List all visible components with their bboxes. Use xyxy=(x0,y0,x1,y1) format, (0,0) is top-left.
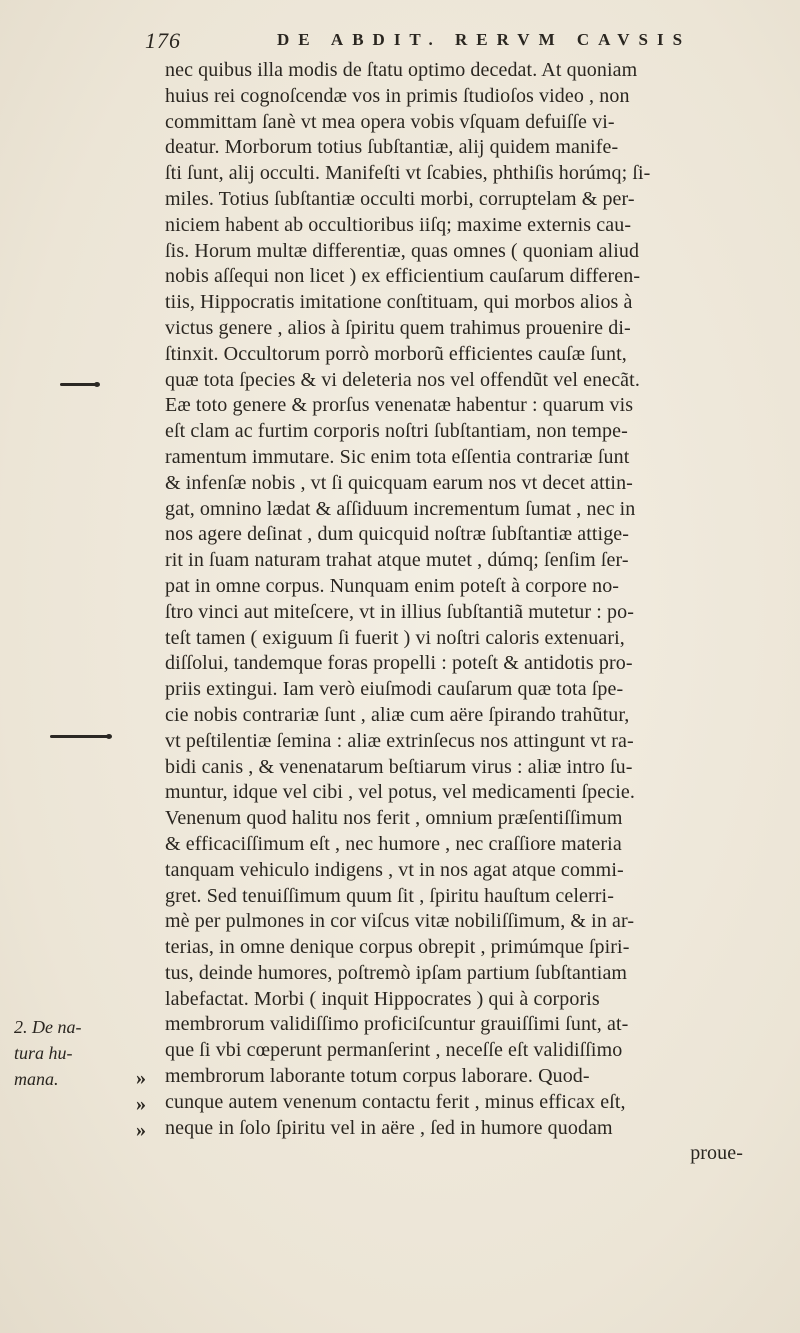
text-line: ſtinxit. Occultorum porrò morborũ efficientes cauſæ ſunt, xyxy=(165,342,627,365)
catchword: proue- xyxy=(690,1142,743,1165)
running-header xyxy=(145,28,785,58)
text-line: membrorum laborante totum corpus laborare. Quod- xyxy=(165,1065,590,1088)
text-line: Eæ toto genere & prorſus venenatæ habentur : quarum vis xyxy=(165,394,634,417)
text-line: que ſi vbi cœperunt permanſerint , neceſſe eſt validiſſimo xyxy=(165,1039,623,1062)
text-line: neque in ſolo ſpiritu vel in aëre , ſed in humore quodam xyxy=(165,1116,613,1139)
quote-mark: » xyxy=(136,1118,146,1141)
margin-note-line: mana. xyxy=(14,1068,59,1089)
running-title: DE ABDIT. RERVM CAVSIS xyxy=(277,30,692,49)
text-line: niciem habent ab occultioribus iiſq; maxime externis cau- xyxy=(165,213,632,236)
text-line: muntur, idque vel cibi , vel potus, vel medicamenti ſpecie. xyxy=(165,781,635,804)
ink-pen-mark xyxy=(60,383,98,386)
text-line: mè per pulmones in cor viſcus vitæ nobiliſſimum, & in ar- xyxy=(165,910,635,933)
text-line: labefactat. Morbi ( inquit Hippocrates ) qui à corporis xyxy=(165,987,600,1010)
quote-mark: » xyxy=(136,1092,146,1115)
text-line: priis extingui. Iam verò eiuſmodi cauſarum quæ tota ſpe- xyxy=(165,678,624,701)
text-line: pat in omne corpus. Nunquam enim poteſt à corpore no- xyxy=(165,574,620,597)
text-line: & infenſæ nobis , vt ſi quicquam earum nos vt decet attin- xyxy=(165,471,633,494)
text-line: tiis, Hippocratis imitatione conſtituam, qui morbos alios à xyxy=(165,291,633,314)
text-line: vt peſtilentiæ ſemina : aliæ extrinſecus nos attingunt vt ra- xyxy=(165,729,634,752)
text-line: rit in ſuam naturam trahat atque mutet , dúmq; ſenſim ſer- xyxy=(165,549,629,572)
margin-note-line: 2. De na- xyxy=(14,1017,82,1037)
text-line: committam ſanè vt mea opera vobis vſquam defuiſſe vi- xyxy=(165,110,615,133)
text-line: & efficaciſſimum eſt , nec humore , nec craſſiore materia xyxy=(165,832,622,855)
text-line: terias, in omne denique corpus obrepit , primúmque ſpiri- xyxy=(165,936,630,959)
text-line: diſſolui, tandemque foras propelli : poteſt & antidotis pro- xyxy=(165,652,633,675)
text-line: bidi canis , & venenatarum beſtiarum virus : aliæ intro ſu- xyxy=(165,755,633,778)
text-line: membrorum validiſſimo proficiſcuntur grauiſſimi ſunt, at- xyxy=(165,1013,629,1036)
text-line: tus, deinde humores, poſtremò ipſam partium ſubſtantiam xyxy=(165,961,628,984)
text-line: huius rei cognoſcendæ vos in primis ſtudioſos video , non xyxy=(165,84,630,107)
text-line: cie nobis contrariæ ſunt , aliæ cum aëre ſpirando trahũtur, xyxy=(165,703,630,726)
text-line: quæ tota ſpecies & vi deleteria nos vel offendũt vel enecãt. xyxy=(165,368,640,391)
text-line: nec quibus illa modis de ſtatu optimo decedat. At quoniam xyxy=(165,59,638,81)
text-line: Venenum quod halitu nos ferit , omnium præſentiſſimum xyxy=(165,807,623,830)
text-line: miles. Totius ſubſtantiæ occulti morbi, corruptelam & per- xyxy=(165,187,635,210)
text-line: victus genere , alios à ſpiritu quem trahimus prouenire di- xyxy=(165,316,631,339)
text-line: gret. Sed tenuiſſimum quum ſit , ſpiritu hauſtum celerri- xyxy=(165,884,614,907)
text-line: nobis aſſequi non licet ) ex efficientium cauſarum differen- xyxy=(165,265,641,288)
ink-pen-mark xyxy=(50,735,110,738)
text-line: deatur. Morborum totius ſubſtantiæ, alij quidem manife- xyxy=(165,136,619,159)
text-line: ramentum immutare. Sic enim tota eſſentia contrariæ ſunt xyxy=(165,445,630,468)
body-text xyxy=(165,58,795,1167)
page-number: 176 xyxy=(145,28,181,53)
text-line: gat, omnino lædat & aſſiduum incrementum ſumat , nec in xyxy=(165,497,636,520)
margin-note-line: tura hu- xyxy=(14,1042,73,1063)
text-line: ſti ſunt, alij occulti. Manifeſti vt ſcabies, phthiſis horúmq; ſi- xyxy=(165,162,651,185)
text-line: eſt clam ac furtim corporis noſtri ſubſtantiam, non tempe- xyxy=(165,420,628,443)
text-line: cunque autem venenum contactu ferit , minus efficax eſt, xyxy=(165,1090,626,1113)
text-line: ſtro vinci aut miteſcere, vt in illius ſubſtantiã mutetur : po- xyxy=(165,600,634,623)
text-line: teſt tamen ( exiguum ſi fuerit ) vi noſtri caloris extenuari, xyxy=(165,626,625,649)
text-line: nos agere deſinat , dum quicquid noſtræ ſubſtantiæ attige- xyxy=(165,523,630,546)
quote-mark: » xyxy=(136,1067,146,1089)
quotation-marks xyxy=(136,1066,156,1143)
text-line: tanquam vehiculo indigens , vt in nos agat atque commi- xyxy=(165,858,624,881)
text-line: ſis. Horum multæ differentiæ, quas omnes ( quoniam aliud xyxy=(165,239,640,262)
